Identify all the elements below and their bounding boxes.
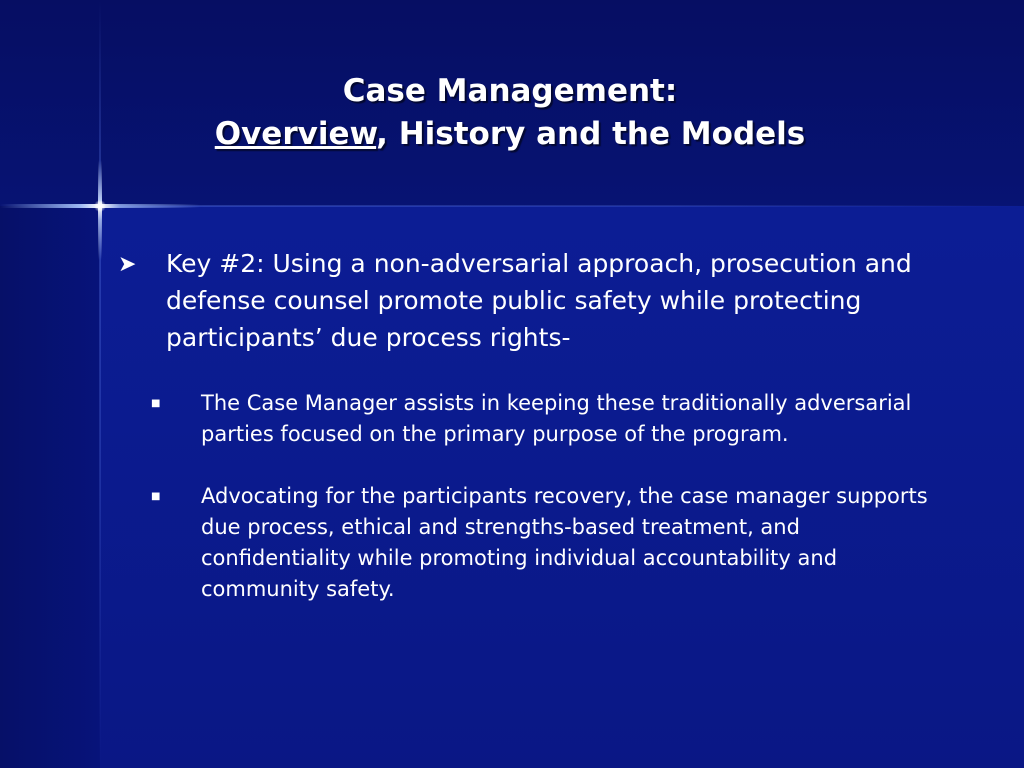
sparkle-icon [94,200,106,212]
sub-point-2 [151,481,938,605]
left-band [0,206,100,768]
sub-point-1-text: The Case Manager assists in keeping these traditionally adversarial parties focused on the primary purpose of the program. [201,391,912,446]
sub-point-2-text: Advocating for the participants recovery, the case manager supports due process, ethical and strengths-based treatment, and confidentiality while promoting individual accountability and community safety. [201,484,928,601]
square-bullet-icon: ■ [151,398,161,409]
arrow-bullet-icon: ➤ [118,252,137,277]
glow-line-vertical [99,0,101,768]
spacer [118,450,938,481]
slide-title [140,70,880,156]
key-point-text: Key #2: Using a non-adversarial approach, prosecution and defense counsel promote public safety while protecting participants’ due process rights- [166,249,912,352]
title-underlined-word: Overview [214,116,377,152]
spacer [118,356,938,388]
title-line-2 [140,113,880,156]
square-bullet-icon: ■ [151,491,161,502]
sub-point-1 [151,388,938,450]
title-line-1: Case Management: [342,73,678,109]
slide-body [118,245,938,605]
key-point [118,245,938,356]
title-line-2-rest: , History and the Models [376,116,806,152]
